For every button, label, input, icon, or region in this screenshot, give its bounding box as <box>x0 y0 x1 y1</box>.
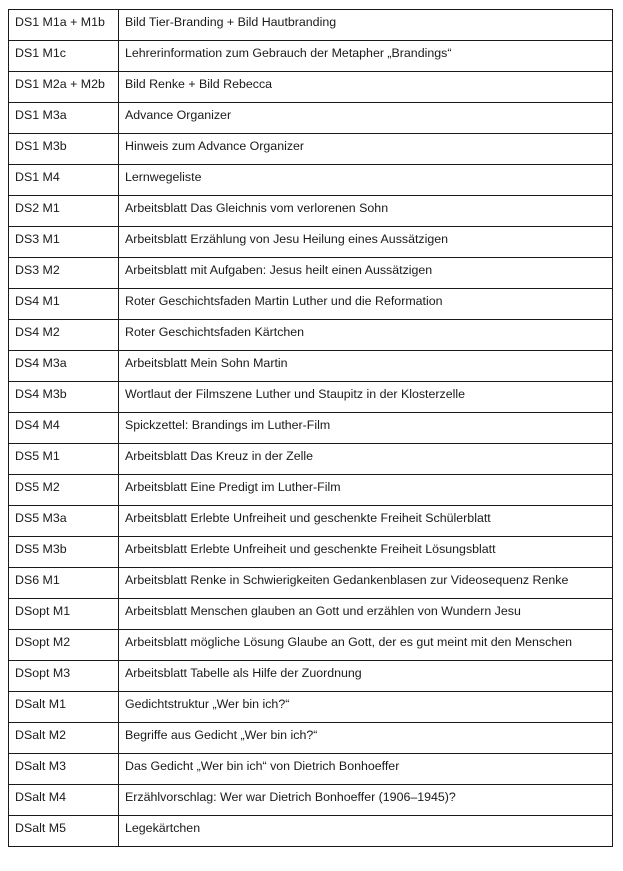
material-code-cell: DS5 M1 <box>9 444 119 475</box>
material-code-cell: DS1 M1a + M1b <box>9 10 119 41</box>
material-code-cell: DS3 M1 <box>9 227 119 258</box>
table-row <box>9 754 613 785</box>
material-description-cell: Roter Geschichtsfaden Martin Luther und die Reformation <box>119 289 613 320</box>
material-description-cell: Arbeitsblatt mögliche Lösung Glaube an Gott, der es gut meint mit den Menschen <box>119 630 613 661</box>
material-description-cell: Roter Geschichtsfaden Kärtchen <box>119 320 613 351</box>
table-row <box>9 413 613 444</box>
material-description-cell: Erzählvorschlag: Wer war Dietrich Bonhoeffer (1906–1945)? <box>119 785 613 816</box>
material-code-cell: DS5 M3a <box>9 506 119 537</box>
material-code-cell: DS6 M1 <box>9 568 119 599</box>
table-row <box>9 506 613 537</box>
material-code-cell: DS4 M4 <box>9 413 119 444</box>
material-description-cell: Arbeitsblatt Mein Sohn Martin <box>119 351 613 382</box>
table-row <box>9 382 613 413</box>
table-row <box>9 630 613 661</box>
material-description-cell: Bild Renke + Bild Rebecca <box>119 72 613 103</box>
material-description-cell: Arbeitsblatt Das Gleichnis vom verlorenen Sohn <box>119 196 613 227</box>
material-code-cell: DSalt M3 <box>9 754 119 785</box>
material-description-cell: Arbeitsblatt Erlebte Unfreiheit und geschenkte Freiheit Lösungsblatt <box>119 537 613 568</box>
table-row <box>9 475 613 506</box>
material-code-cell: DS4 M2 <box>9 320 119 351</box>
material-description-cell: Arbeitsblatt Renke in Schwierigkeiten Gedankenblasen zur Videosequenz Renke <box>119 568 613 599</box>
material-description-cell: Wortlaut der Filmszene Luther und Staupitz in der Klosterzelle <box>119 382 613 413</box>
table-row <box>9 103 613 134</box>
table-row <box>9 661 613 692</box>
material-description-cell: Arbeitsblatt Eine Predigt im Luther-Film <box>119 475 613 506</box>
table-row <box>9 351 613 382</box>
material-description-cell: Begriffe aus Gedicht „Wer bin ich?“ <box>119 723 613 754</box>
table-row <box>9 785 613 816</box>
table-row <box>9 537 613 568</box>
material-code-cell: DS1 M1c <box>9 41 119 72</box>
material-code-cell: DS5 M2 <box>9 475 119 506</box>
materials-table-body <box>9 10 613 847</box>
material-description-cell: Spickzettel: Brandings im Luther-Film <box>119 413 613 444</box>
material-code-cell: DS1 M3b <box>9 134 119 165</box>
material-description-cell: Hinweis zum Advance Organizer <box>119 134 613 165</box>
materials-table <box>8 9 613 847</box>
material-description-cell: Lernwegeliste <box>119 165 613 196</box>
material-code-cell: DS1 M4 <box>9 165 119 196</box>
table-row <box>9 72 613 103</box>
table-row <box>9 320 613 351</box>
material-description-cell: Advance Organizer <box>119 103 613 134</box>
table-row <box>9 692 613 723</box>
material-code-cell: DS4 M3b <box>9 382 119 413</box>
table-row <box>9 10 613 41</box>
material-code-cell: DSalt M5 <box>9 816 119 847</box>
table-row <box>9 134 613 165</box>
material-code-cell: DSalt M1 <box>9 692 119 723</box>
material-description-cell: Arbeitsblatt Das Kreuz in der Zelle <box>119 444 613 475</box>
material-code-cell: DSopt M2 <box>9 630 119 661</box>
material-code-cell: DS3 M2 <box>9 258 119 289</box>
table-row <box>9 227 613 258</box>
material-description-cell: Legekärtchen <box>119 816 613 847</box>
material-description-cell: Das Gedicht „Wer bin ich“ von Dietrich Bonhoeffer <box>119 754 613 785</box>
material-description-cell: Arbeitsblatt Menschen glauben an Gott und erzählen von Wundern Jesu <box>119 599 613 630</box>
table-row <box>9 196 613 227</box>
table-row <box>9 41 613 72</box>
material-code-cell: DS4 M3a <box>9 351 119 382</box>
table-row <box>9 568 613 599</box>
material-code-cell: DSopt M1 <box>9 599 119 630</box>
material-code-cell: DS1 M2a + M2b <box>9 72 119 103</box>
material-description-cell: Arbeitsblatt Tabelle als Hilfe der Zuordnung <box>119 661 613 692</box>
material-code-cell: DSalt M2 <box>9 723 119 754</box>
material-code-cell: DS5 M3b <box>9 537 119 568</box>
material-description-cell: Arbeitsblatt mit Aufgaben: Jesus heilt einen Aussätzigen <box>119 258 613 289</box>
material-description-cell: Arbeitsblatt Erlebte Unfreiheit und geschenkte Freiheit Schülerblatt <box>119 506 613 537</box>
material-code-cell: DSalt M4 <box>9 785 119 816</box>
table-row <box>9 258 613 289</box>
table-row <box>9 289 613 320</box>
material-code-cell: DS4 M1 <box>9 289 119 320</box>
material-code-cell: DSopt M3 <box>9 661 119 692</box>
material-code-cell: DS1 M3a <box>9 103 119 134</box>
material-description-cell: Bild Tier-Branding + Bild Hautbranding <box>119 10 613 41</box>
material-description-cell: Gedichtstruktur „Wer bin ich?“ <box>119 692 613 723</box>
material-code-cell: DS2 M1 <box>9 196 119 227</box>
table-row <box>9 723 613 754</box>
table-row <box>9 165 613 196</box>
table-row <box>9 444 613 475</box>
material-description-cell: Arbeitsblatt Erzählung von Jesu Heilung eines Aussätzigen <box>119 227 613 258</box>
table-row <box>9 816 613 847</box>
material-description-cell: Lehrerinformation zum Gebrauch der Metapher „Brandings“ <box>119 41 613 72</box>
table-row <box>9 599 613 630</box>
